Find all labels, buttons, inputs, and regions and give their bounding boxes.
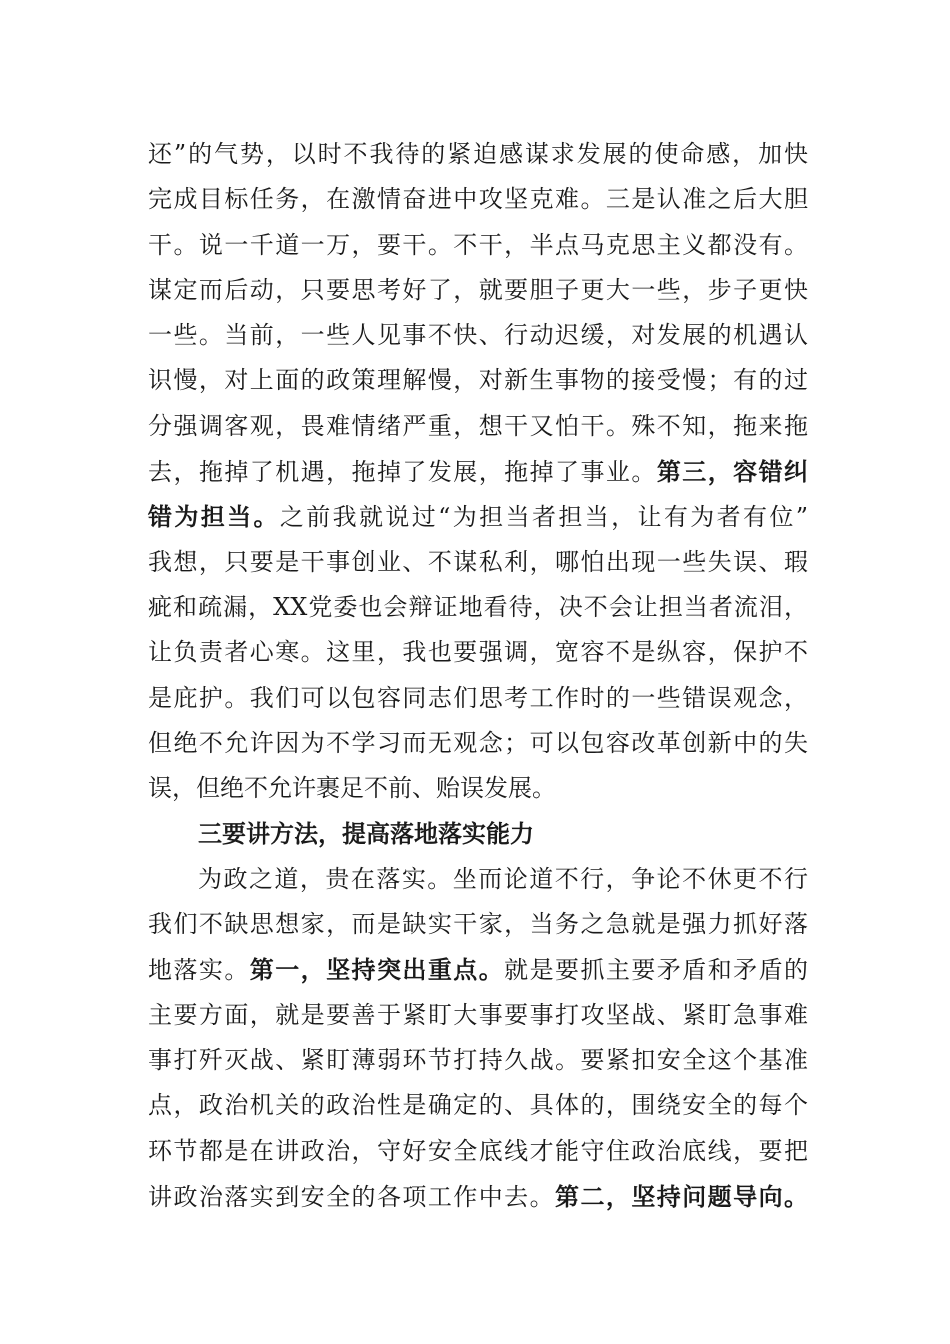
paragraph-line: 还”的气势，以时不我待的紧迫感谋求发展的使命感，加快: [148, 140, 808, 168]
text-run: 讲政治落实到安全的各项工作中去。: [148, 1182, 556, 1211]
paragraph-line: 干。说一千道一万，要干。不干，半点马克思主义都没有。: [148, 230, 808, 259]
paragraph-line: 一些。当前，一些人见事不快、行动迟缓，对发展的机遇认: [148, 321, 808, 350]
paragraph-line: [148, 1174, 808, 1219]
paragraph-line: 环节都是在讲政治，守好安全底线才能守住政治底线，要把: [148, 1136, 808, 1165]
paragraph-line: 误，但绝不允许裹足不前、贻误发展。: [148, 774, 556, 803]
text-run: 就是要抓主要矛盾和矛盾的: [504, 956, 809, 985]
paragraph-line: 是庇护。我们可以包容同志们思考工作时的一些错误观念，: [148, 683, 808, 712]
text-run: 地落实。: [148, 956, 250, 985]
paragraph-line: 我们不缺思想家，而是缺实干家，当务之急就是强力抓好落: [148, 910, 808, 939]
bold-point-heading: 第二，坚持问题导向。: [555, 1181, 809, 1211]
paragraph-line: [148, 494, 808, 539]
paragraph-line: 事打歼灭战、紧盯薄弱环节打持久战。要紧扣安全这个基准: [148, 1045, 808, 1074]
paragraph-line: [148, 449, 808, 494]
paragraph-line: [148, 947, 808, 992]
paragraph-line: 识慢，对上面的政策理解慢，对新生事物的接受慢；有的过: [148, 366, 808, 395]
paragraph-line: 为政之道，贵在落实。坐而论道不行，争论不休更不行: [198, 864, 808, 893]
document-page: [148, 132, 808, 1219]
paragraph-line: 让负责者心寒。这里，我也要强调，宽容不是纵容，保护不: [148, 638, 808, 667]
bold-point-heading: 第三，容错纠: [656, 457, 809, 487]
text-run: 之前我就说过“为担当者担当，让有为者有位”: [279, 503, 808, 532]
section-heading: 三要讲方法，提高落地落实能力: [198, 819, 534, 849]
paragraph-line: 我想，只要是干事创业、不谋私利，哪怕出现一些失误、瑕: [148, 547, 808, 576]
paragraph-line: 主要方面，就是要善于紧盯大事要事打攻坚战、紧盯急事难: [148, 1000, 808, 1029]
paragraph-line: 但绝不允许因为不学习而无观念；可以包容改革创新中的失: [148, 728, 808, 757]
text-run: 去，拖掉了机遇，拖掉了发展，拖掉了事业。: [148, 458, 657, 487]
bold-point-heading: 错为担当。: [148, 502, 280, 532]
bold-point-heading: 第一，坚持突出重点。: [249, 955, 505, 985]
paragraph-line: 谋定而后动，只要思考好了，就要胆子更大一些，步子更快: [148, 275, 808, 304]
paragraph-line: 点，政治机关的政治性是确定的、具体的，围绕安全的每个: [148, 1091, 808, 1120]
paragraph-line: 疵和疏漏，XX党委也会辩证地看待，决不会让担当者流泪，: [148, 592, 808, 621]
paragraph-line: 分强调客观，畏难情绪严重，想干又怕干。殊不知，拖来拖: [148, 411, 808, 440]
paragraph-line: 完成目标任务，在激情奋进中攻坚克难。三是认准之后大胆: [148, 185, 808, 214]
